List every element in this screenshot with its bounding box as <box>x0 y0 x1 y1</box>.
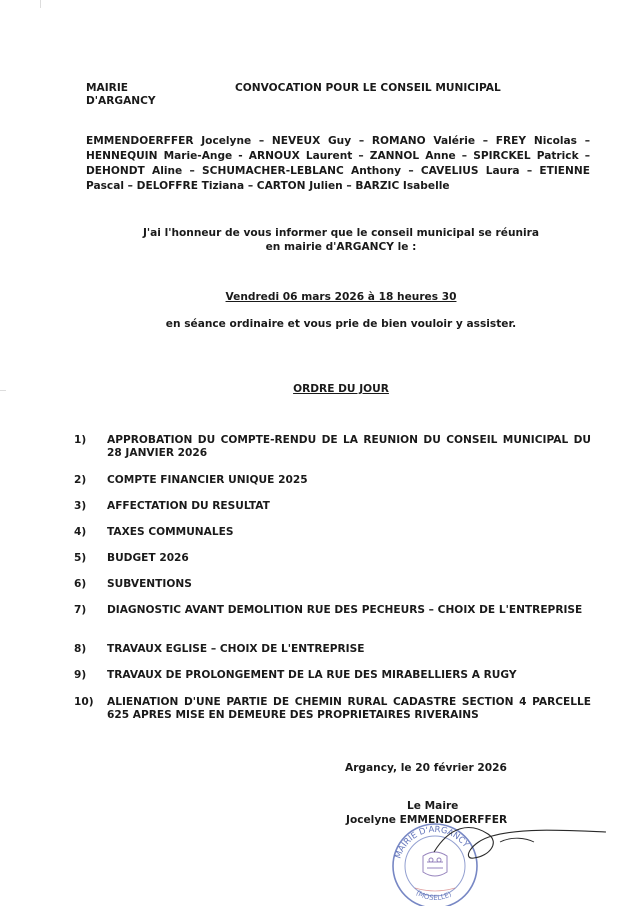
svg-text:(MOSELLE): (MOSELLE) <box>414 888 453 903</box>
intro-line: J'ai l'honneur de vous informer que le conseil municipal se réunira <box>142 227 540 239</box>
place-date: Argancy, le 20 février 2026 <box>345 762 507 774</box>
agenda-item-text: SUBVENTIONS <box>107 578 192 590</box>
agenda-item-text: DIAGNOSTIC AVANT DEMOLITION RUE DES PECHEURS – CHOIX DE L'ENTREPRISE <box>107 604 583 616</box>
intro-text <box>86 227 596 255</box>
members-line: EMMENDOERFFER Jocelyne – NEVEUX Guy – ROMANO Valérie – FREY Nicolas – <box>86 135 590 147</box>
signatory-name: Jocelyne EMMENDOERFFER <box>346 814 508 826</box>
agenda-title <box>86 383 596 396</box>
agenda-item-number: 6) <box>74 578 87 590</box>
agenda-title-text: ORDRE DU JOUR <box>293 383 389 395</box>
handwritten-signature-icon <box>430 812 610 872</box>
agenda-item-text: ALIENATION D'UNE PARTIE DE CHEMIN RURAL CADASTRE SECTION 4 PARCELLE 625 APRES MISE EN DEMEURE DES PROPRIETAIRES RIVERAINS <box>107 696 591 721</box>
agenda-item-number: 2) <box>74 474 87 486</box>
svg-text:MAIRIE D'ARGANCY: MAIRIE D'ARGANCY <box>393 824 471 861</box>
signatory-role: Le Maire <box>407 800 459 812</box>
meeting-date <box>86 291 596 304</box>
members-line: DEHONDT Aline – SCHUMACHER-LEBLANC Anthony – CAVELIUS Laura – ETIENNE <box>86 165 590 177</box>
scan-mark <box>40 0 41 8</box>
agenda-item-number: 10) <box>74 696 94 708</box>
intro-line: en mairie d'ARGANCY le : <box>265 241 417 253</box>
members-line: Pascal – DELOFFRE Tiziana – CARTON Julien – BARZIC Isabelle <box>86 180 450 192</box>
council-members <box>86 135 590 195</box>
agenda-item-text: BUDGET 2026 <box>107 552 189 564</box>
mairie-header <box>86 82 186 108</box>
agenda-item-number: 3) <box>74 500 87 512</box>
mairie-line: D'ARGANCY <box>86 95 156 107</box>
members-line: HENNEQUIN Marie-Ange - ARNOUX Laurent – ZANNOL Anne – SPIRCKEL Patrick – <box>86 150 590 162</box>
scan-mark <box>0 390 6 391</box>
agenda-item-text: COMPTE FINANCIER UNIQUE 2025 <box>107 474 308 486</box>
agenda-item-number: 8) <box>74 643 87 655</box>
agenda-item-text: TAXES COMMUNALES <box>107 526 234 538</box>
agenda-item-number: 5) <box>74 552 87 564</box>
meeting-date-text: Vendredi 06 mars 2026 à 18 heures 30 <box>225 291 457 303</box>
agenda-item-text: APPROBATION DU COMPTE-RENDU DE LA REUNION DU CONSEIL MUNICIPAL DU 28 JANVIER 2026 <box>107 434 591 459</box>
mairie-line: MAIRIE <box>86 82 129 94</box>
agenda-item-number: 1) <box>74 434 87 446</box>
agenda-item-number: 7) <box>74 604 87 616</box>
agenda-item-number: 9) <box>74 669 87 681</box>
agenda-item-text: TRAVAUX DE PROLONGEMENT DE LA RUE DES MIRABELLIERS A RUGY <box>107 669 517 681</box>
document-title: CONVOCATION POUR LE CONSEIL MUNICIPAL <box>235 82 501 94</box>
agenda-item-number: 4) <box>74 526 87 538</box>
seance-text: en séance ordinaire et vous prie de bien vouloir y assister. <box>165 318 517 330</box>
agenda-item-text: AFFECTATION DU RESULTAT <box>107 500 270 512</box>
agenda-item-text: TRAVAUX EGLISE – CHOIX DE L'ENTREPRISE <box>107 643 365 655</box>
